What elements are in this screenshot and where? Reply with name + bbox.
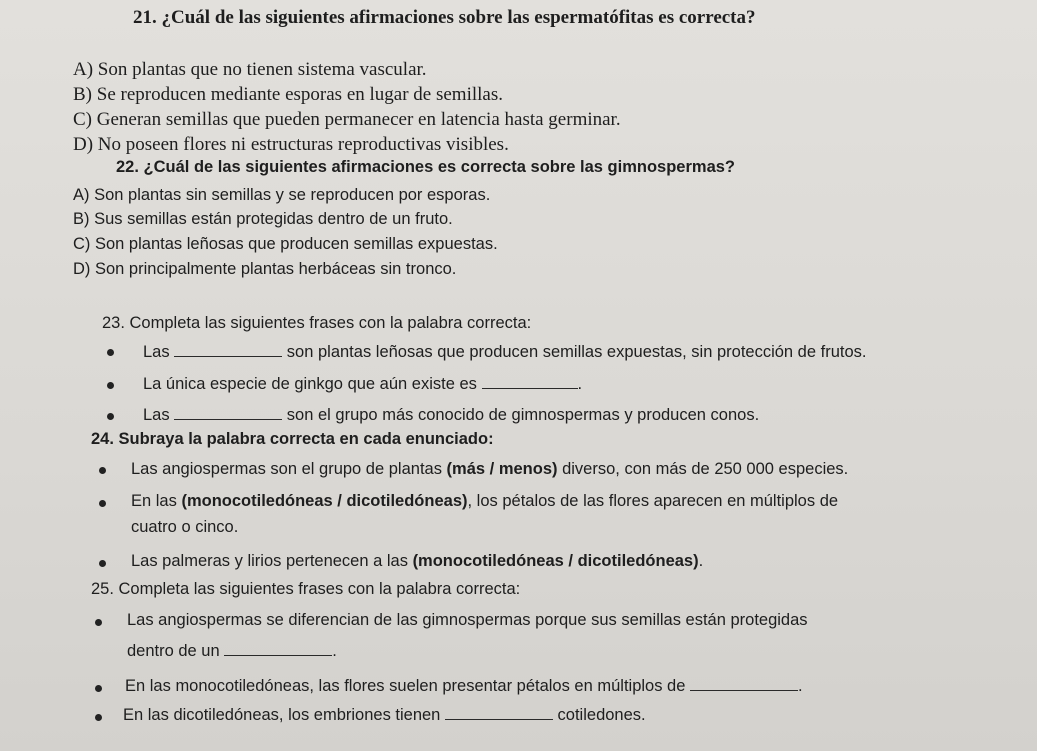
q24-item-1-before: Las angiospermas son el grupo de plantas [131, 460, 447, 478]
q25-item-3-before: En las dicotiledóneas, los embriones tienen [123, 706, 441, 724]
q25-item-3-after: cotiledones. [557, 706, 646, 724]
q21-option-c: C) Generan semillas que pueden permanecer en latencia hasta germinar. [73, 109, 621, 130]
q21-option-d: D) No poseen flores ni estructuras reproductivas visibles. [73, 134, 509, 155]
q23-item-2 [143, 374, 582, 395]
q25-item-1-after: . [332, 642, 337, 660]
q25-item-3 [123, 705, 646, 726]
q24-item-1 [131, 460, 848, 480]
question-22-title: 22. ¿Cuál de las siguientes afirmaciones es correcta sobre las gimnospermas? [116, 158, 735, 176]
bullet-icon [95, 685, 102, 692]
q23-item-2-before: La única especie de ginkgo que aún existe es [143, 375, 477, 393]
q23-item-3 [143, 405, 759, 426]
answer-blank[interactable] [445, 705, 553, 720]
q24-item-2-before: En las [131, 492, 182, 510]
answer-blank[interactable] [482, 374, 578, 389]
q21-option-a: A) Son plantas que no tienen sistema vascular. [73, 59, 427, 80]
question-24-title: 24. Subraya la palabra correcta en cada enunciado: [91, 430, 494, 448]
q25-item-1-before: dentro de un [127, 642, 220, 660]
q22-option-a: A) Son plantas sin semillas y se reproducen por esporas. [73, 186, 491, 204]
q22-option-c: C) Son plantas leñosas que producen semillas expuestas. [73, 235, 498, 253]
bullet-icon [107, 349, 114, 356]
q24-item-3-before: Las palmeras y lirios pertenecen a las [131, 552, 413, 570]
question-23-title: 23. Completa las siguientes frases con la palabra correcta: [102, 314, 532, 332]
q24-item-2-choice[interactable]: (monocotiledóneas / dicotiledóneas) [181, 492, 468, 510]
q25-item-2-before: En las monocotiledóneas, las flores suelen presentar pétalos en múltiplos de [125, 677, 686, 695]
bullet-icon [99, 500, 106, 507]
bullet-icon [107, 413, 114, 420]
q24-item-3 [131, 552, 703, 572]
q25-item-2-after: . [798, 677, 803, 695]
bullet-icon [95, 714, 102, 721]
answer-blank[interactable] [174, 405, 282, 420]
q25-item-1-line1: Las angiospermas se diferencian de las gimnospermas porque sus semillas están protegidas [127, 611, 808, 629]
bullet-icon [99, 467, 106, 474]
answer-blank[interactable] [224, 641, 332, 656]
q24-item-1-choice[interactable]: (más / menos) [446, 460, 558, 478]
answer-blank[interactable] [690, 676, 798, 691]
q23-item-1-after: son plantas leñosas que producen semillas expuestas, sin protección de frutos. [286, 343, 867, 361]
bullet-icon [107, 382, 114, 389]
question-21-title: 21. ¿Cuál de las siguientes afirmaciones sobre las espermatófitas es correcta? [133, 7, 756, 28]
q24-item-2-continuation: cuatro o cinco. [131, 518, 239, 536]
q24-item-3-choice[interactable]: (monocotiledóneas / dicotiledóneas) [412, 552, 699, 570]
q24-item-2 [131, 492, 838, 512]
q23-item-1-before: Las [143, 343, 170, 361]
q22-option-d: D) Son principalmente plantas herbáceas sin tronco. [73, 260, 457, 278]
q23-item-1 [143, 342, 866, 363]
question-25-title: 25. Completa las siguientes frases con la palabra correcta: [91, 580, 521, 598]
q23-item-3-after: son el grupo más conocido de gimnospermas y producen conos. [286, 406, 760, 424]
q24-item-1-after: diverso, con más de 250 000 especies. [557, 460, 849, 478]
q24-item-3-after: . [698, 552, 704, 570]
q23-item-2-after: . [577, 375, 583, 393]
bullet-icon [95, 619, 102, 626]
q21-option-b: B) Se reproducen mediante esporas en lugar de semillas. [73, 84, 503, 105]
bullet-icon [99, 560, 106, 567]
q22-option-b: B) Sus semillas están protegidas dentro de un fruto. [73, 210, 453, 228]
q25-item-2 [125, 676, 803, 697]
q23-item-3-before: Las [143, 406, 170, 424]
q24-item-2-after: , los pétalos de las flores aparecen en múltiplos de [467, 492, 839, 510]
answer-blank[interactable] [174, 342, 282, 357]
q25-item-1-line2 [127, 641, 337, 662]
